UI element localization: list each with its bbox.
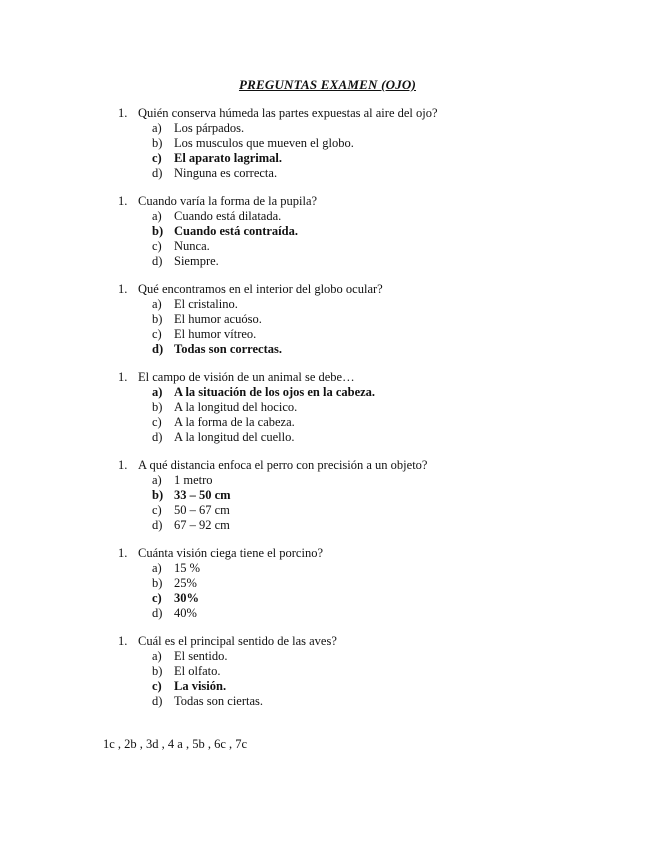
option-letter: b) [152, 488, 164, 502]
option-letter: a) [152, 121, 162, 135]
option-letter: b) [152, 224, 164, 238]
option-text: Nunca. [174, 239, 210, 253]
option-letter: c) [152, 679, 162, 693]
option [118, 400, 598, 415]
question-number: 1. [118, 106, 128, 120]
option-text: Los párpados. [174, 121, 245, 135]
option [118, 209, 598, 224]
question-text: El campo de visión de un animal se debe… [138, 370, 355, 384]
option-letter: b) [152, 576, 163, 590]
option-text: Todas son correctas. [174, 342, 282, 356]
option-text: Ninguna es correcta. [174, 166, 278, 180]
option-text: Los musculos que mueven el globo. [174, 136, 354, 150]
option-letter: d) [152, 606, 163, 620]
option-letter: d) [152, 166, 163, 180]
option-letter: d) [152, 254, 163, 268]
option-text: El humor acuóso. [174, 312, 262, 326]
option-text: 67 – 92 cm [174, 518, 230, 532]
option-text: 40% [174, 606, 197, 620]
option-text: 15 % [174, 561, 201, 575]
option [118, 312, 598, 327]
question-number: 1. [118, 282, 128, 296]
option-correct [118, 488, 598, 503]
question-number: 1. [118, 458, 128, 472]
option-letter: d) [152, 694, 163, 708]
option-letter: b) [152, 136, 163, 150]
option-letter: a) [152, 385, 163, 399]
question-number: 1. [118, 194, 128, 208]
option-correct [118, 224, 598, 239]
option [118, 136, 598, 151]
option-text: 1 metro [174, 473, 213, 487]
question-line [118, 282, 598, 297]
option-text: 25% [174, 576, 197, 590]
option [118, 121, 598, 136]
answer-key: 1c , 2b , 3d , 4 a , 5b , 6c , 7c [103, 737, 248, 751]
option-correct [118, 591, 598, 606]
question-text: Cuando varía la forma de la pupila? [138, 194, 318, 208]
option-text: El sentido. [174, 649, 228, 663]
option [118, 166, 598, 181]
question-7 [118, 634, 598, 709]
option-text: Cuando está dilatada. [174, 209, 282, 223]
question-text: A qué distancia enfoca el perro con precisión a un objeto? [138, 458, 428, 472]
option [118, 694, 598, 709]
option [118, 473, 598, 488]
question-4 [118, 370, 598, 445]
question-text: Quién conserva húmeda las partes expuestas al aire del ojo? [138, 106, 438, 120]
option [118, 430, 598, 445]
option [118, 576, 598, 591]
question-text: Qué encontramos en el interior del globo ocular? [138, 282, 383, 296]
question-line [118, 634, 598, 649]
option-letter: d) [152, 342, 164, 356]
option-text: La visión. [174, 679, 227, 693]
option-letter: c) [152, 415, 162, 429]
option-letter: a) [152, 297, 162, 311]
question-1 [118, 106, 598, 181]
question-text: Cuál es el principal sentido de las aves? [138, 634, 337, 648]
option-letter: b) [152, 664, 163, 678]
option-correct [118, 151, 598, 166]
question-line [118, 458, 598, 473]
option [118, 239, 598, 254]
page-title: PREGUNTAS EXAMEN (OJO) [238, 77, 417, 92]
option-correct [118, 385, 598, 400]
option-text: A la situación de los ojos en la cabeza. [174, 385, 376, 399]
question-number: 1. [118, 634, 128, 648]
question-line [118, 194, 598, 209]
option-letter: c) [152, 503, 162, 517]
option [118, 606, 598, 621]
option-letter: c) [152, 151, 162, 165]
option-text: El cristalino. [174, 297, 238, 311]
question-3 [118, 282, 598, 357]
option-letter: c) [152, 591, 162, 605]
option-letter: b) [152, 400, 163, 414]
option-text: Cuando está contraída. [174, 224, 298, 238]
option-text: A la longitud del hocico. [174, 400, 298, 414]
question-6 [118, 546, 598, 621]
option-letter: a) [152, 473, 162, 487]
option [118, 297, 598, 312]
option-letter: a) [152, 209, 162, 223]
option-text: A la longitud del cuello. [174, 430, 295, 444]
option [118, 518, 598, 533]
option [118, 561, 598, 576]
option-text: 33 – 50 cm [174, 488, 231, 502]
option-text: 30% [174, 591, 199, 605]
question-text: Cuánta visión ciega tiene el porcino? [138, 546, 324, 560]
option [118, 415, 598, 430]
question-line [118, 546, 598, 561]
option-letter: a) [152, 649, 162, 663]
option-text: A la forma de la cabeza. [174, 415, 295, 429]
option-letter: d) [152, 430, 163, 444]
option [118, 503, 598, 518]
question-line [118, 106, 598, 121]
question-line [118, 370, 598, 385]
option-letter: a) [152, 561, 162, 575]
option-text: Todas son ciertas. [174, 694, 264, 708]
option-letter: c) [152, 239, 162, 253]
option-text: 50 – 67 cm [174, 503, 230, 517]
option-text: El aparato lagrimal. [174, 151, 282, 165]
option [118, 254, 598, 269]
option [118, 664, 598, 679]
question-number: 1. [118, 370, 128, 384]
option [118, 649, 598, 664]
option-correct [118, 342, 598, 357]
option-letter: c) [152, 327, 162, 341]
option-correct [118, 679, 598, 694]
option-text: Siempre. [174, 254, 219, 268]
option-text: El olfato. [174, 664, 221, 678]
question-number: 1. [118, 546, 128, 560]
question-2 [118, 194, 598, 269]
option-letter: b) [152, 312, 163, 326]
option-letter: d) [152, 518, 163, 532]
option [118, 327, 598, 342]
question-5 [118, 458, 598, 533]
option-text: El humor vítreo. [174, 327, 257, 341]
